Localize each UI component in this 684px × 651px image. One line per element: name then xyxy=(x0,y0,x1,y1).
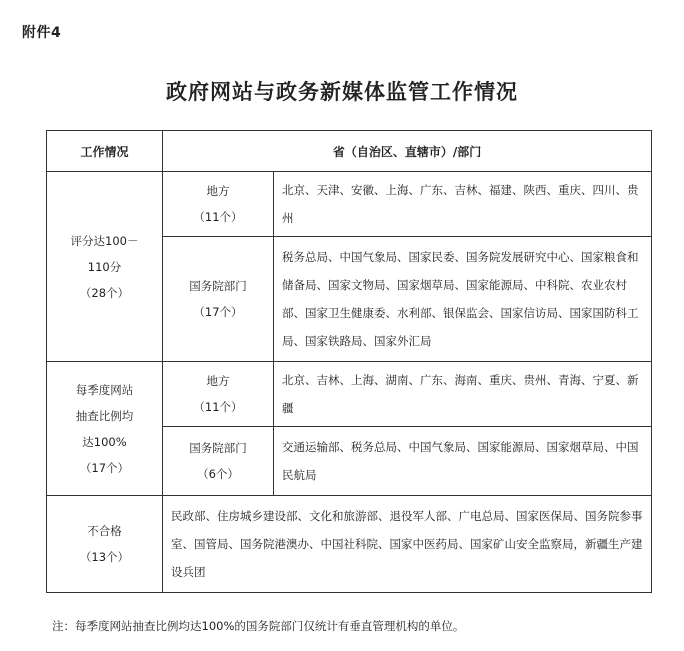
department-list: 交通运输部、税务总局、中国气象局、国家能源局、国家烟草局、中国民航局 xyxy=(274,427,652,496)
attachment-label: 附件4 xyxy=(22,25,62,41)
subcategory-local: 地方 （11个） xyxy=(163,362,274,427)
category-score-100-110: 评分达100－ 110分 （28个） xyxy=(47,172,163,362)
subcategory-local: 地方 （11个） xyxy=(163,172,274,237)
footnote: 注：每季度网站抽查比例均达100%的国务院部门仅统计有垂直管理机构的单位。 xyxy=(52,619,465,633)
table-row xyxy=(47,172,652,237)
local-list: 北京、天津、安徽、上海、广东、吉林、福建、陕西、重庆、四川、贵州 xyxy=(274,172,652,237)
document-title: 政府网站与政务新媒体监管工作情况 xyxy=(166,79,518,104)
local-list: 北京、吉林、上海、湖南、广东、海南、重庆、贵州、青海、宁夏、新疆 xyxy=(274,362,652,427)
header-work-status: 工作情况 xyxy=(47,131,163,172)
department-list: 税务总局、中国气象局、国家民委、国务院发展研究中心、国家粮食和储备局、国家文物局、国家烟草局、国家能源局、中科院、农业农村部、国家卫生健康委、水利部、银保监会、国家信访局、国家国防科工局、国家铁路局、国家外汇局 xyxy=(274,237,652,362)
table-row xyxy=(47,362,652,427)
table-header-row xyxy=(47,131,652,172)
table-row xyxy=(47,496,652,593)
header-region-department: 省（自治区、直辖市）/部门 xyxy=(163,131,652,172)
supervision-table xyxy=(46,130,652,593)
subcategory-state-council: 国务院部门 （17个） xyxy=(163,237,274,362)
category-sampling-100: 每季度网站 抽查比例均 达100% （17个） xyxy=(47,362,163,496)
category-unqualified: 不合格 （13个） xyxy=(47,496,163,593)
subcategory-state-council: 国务院部门 （6个） xyxy=(163,427,274,496)
unqualified-list: 民政部、住房城乡建设部、文化和旅游部、退役军人部、广电总局、国家医保局、国务院参事室、国管局、国务院港澳办、中国社科院、国家中医药局、国家矿山安全监察局，新疆生产建设兵团 xyxy=(163,496,652,593)
